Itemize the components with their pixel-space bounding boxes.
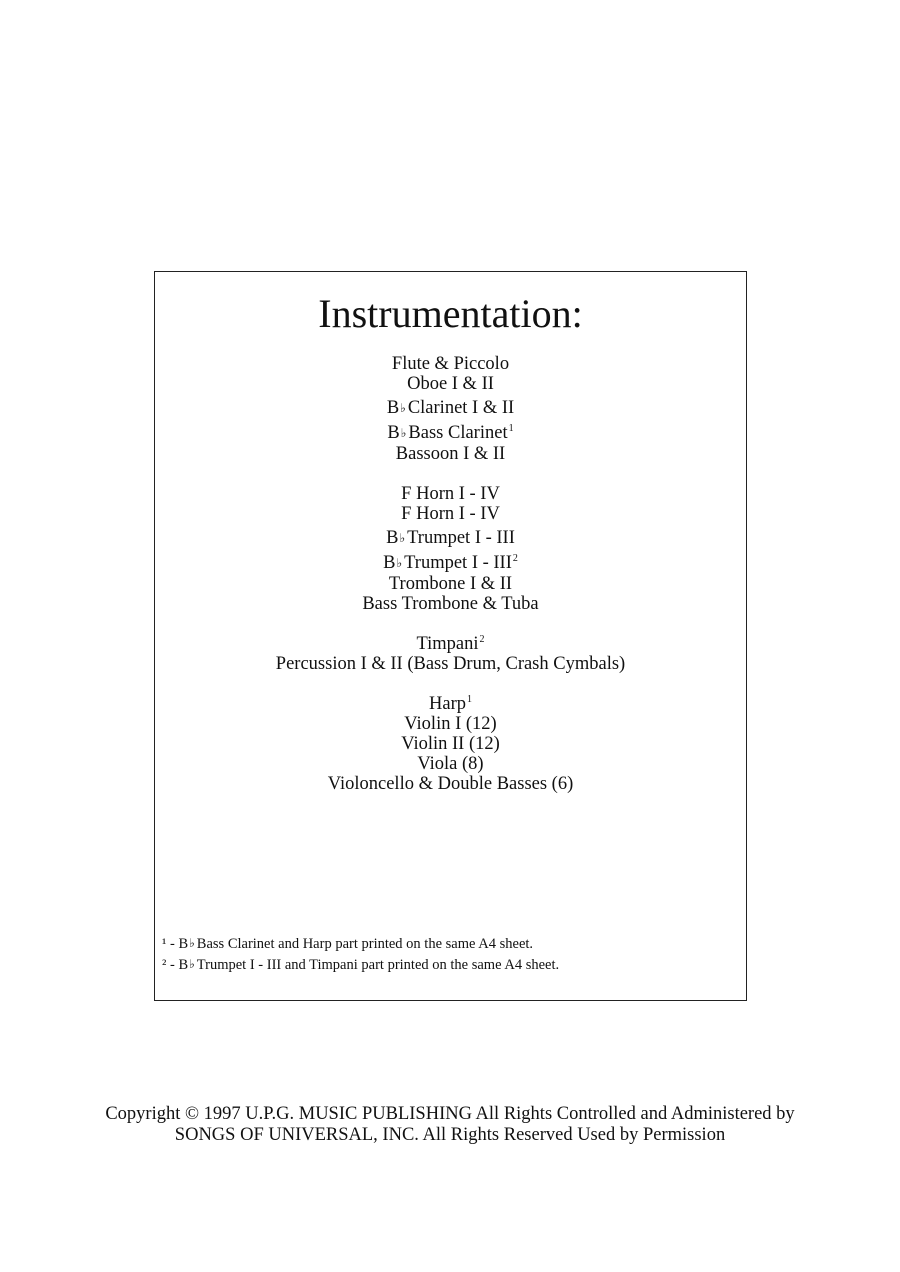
instrument-name: Violin I (12) [404, 714, 497, 734]
instrument-name: Viola (8) [417, 754, 484, 774]
copyright-line-2: SONGS OF UNIVERSAL, INC. All Rights Reserved Used by Permission [174, 1125, 726, 1145]
copyright-notice [0, 1104, 900, 1146]
instrument-oboe [155, 374, 746, 394]
instrument-name: Harp [429, 694, 466, 714]
flat-key [386, 528, 407, 548]
footnotes [162, 934, 740, 976]
instrument-clarinet [155, 398, 746, 419]
footnote-ref: 2 [512, 552, 518, 564]
key-b: B [386, 398, 400, 418]
key-b: B [383, 553, 396, 573]
instrument-name: Trumpet I - III [407, 528, 515, 548]
flat-sign-icon: ♭ [396, 556, 403, 570]
flat-key [387, 398, 408, 418]
instrument-bass-trombone-tuba [155, 594, 746, 614]
instrument-name: Percussion I & II (Bass Drum, Crash Cymbals) [275, 654, 626, 674]
footnote-2: ² - B♭ Trumpet I - III and Timpani part printed on the same A4 sheet. [162, 957, 560, 973]
instrument-harp [155, 694, 746, 714]
instrument-name: Violoncello & Double Basses (6) [327, 774, 574, 794]
instrument-violin-1 [155, 714, 746, 734]
flat-sign-icon: ♭ [189, 957, 195, 971]
flat-sign-icon: ♭ [400, 426, 407, 440]
instrument-name: Oboe I & II [407, 374, 494, 394]
instrument-name: Timpani [416, 634, 479, 654]
key-b: B [178, 957, 189, 973]
footnote-ref: 2 [479, 633, 485, 645]
flat-sign-icon: ♭ [189, 936, 195, 950]
instrument-violin-2 [155, 734, 746, 754]
instrument-cello-bass [155, 774, 746, 794]
footnote-text: Bass Clarinet and Harp part printed on the same A4 sheet. [196, 936, 534, 952]
instrument-name: Bass Trombone & Tuba [362, 594, 539, 614]
instrument-list [155, 354, 746, 794]
footnote-ref: 1 [466, 693, 472, 705]
instrumentation-box [154, 271, 747, 1001]
key-b: B [178, 936, 189, 952]
flat-key [387, 423, 408, 443]
instrument-trumpet-2 [155, 553, 746, 574]
flat-sign-icon: ♭ [400, 401, 406, 415]
instrument-name: Bassoon I & II [395, 444, 506, 464]
instrument-trombone [155, 574, 746, 594]
instrument-f-horn-1 [155, 484, 746, 504]
footnote-1: ¹ - B♭ Bass Clarinet and Harp part printed on the same A4 sheet. [162, 936, 534, 952]
instrument-name: F Horn I - IV [401, 484, 500, 504]
footnote-marker: ¹ [162, 936, 167, 952]
page-title: Instrumentation: [318, 291, 583, 336]
instrument-name: Trumpet I - III [404, 553, 512, 573]
instrument-name: Flute & Piccolo [391, 354, 510, 374]
instrument-trumpet-1 [155, 528, 746, 549]
instrument-name: F Horn I - IV [401, 504, 500, 524]
instrument-name: Violin II (12) [401, 734, 500, 754]
footnote-ref: 1 [508, 422, 514, 434]
instrument-name: Trombone I & II [388, 574, 513, 594]
flat-sign-icon: ♭ [399, 531, 406, 545]
instrument-name: Clarinet I & II [407, 398, 515, 418]
flat-key [383, 553, 404, 573]
instrument-timpani [155, 634, 746, 654]
copyright-line-1: Copyright © 1997 U.P.G. MUSIC PUBLISHING All Rights Controlled and Administered by [105, 1104, 795, 1124]
instrument-f-horn-2 [155, 504, 746, 524]
instrument-name: Bass Clarinet [408, 423, 508, 443]
instrument-percussion [155, 654, 746, 674]
footnote-marker: ² [162, 957, 167, 973]
key-b: B [386, 528, 399, 548]
instrument-viola [155, 754, 746, 774]
instrument-flute-piccolo [155, 354, 746, 374]
key-b: B [387, 423, 400, 443]
footnote-text: Trumpet I - III and Timpani part printed on the same A4 sheet. [196, 957, 560, 973]
instrument-bassoon [155, 444, 746, 464]
instrument-bass-clarinet [155, 423, 746, 444]
